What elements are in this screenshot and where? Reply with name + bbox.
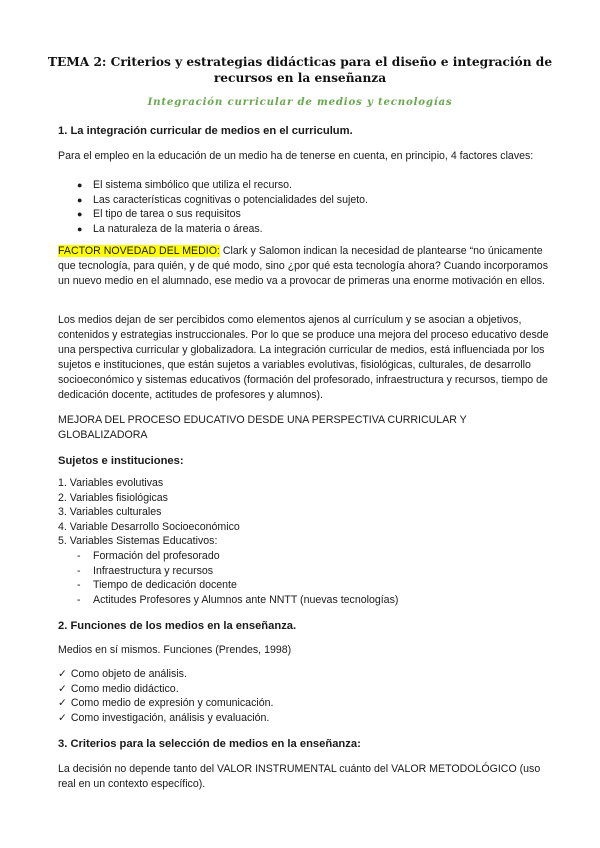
novelty-paragraph [58, 244, 558, 289]
novelty-text: Clark y Salomon indican la necesidad de plantearse “no únicamente que tecnología, para quién, y de qué modo, sino ¿por qué esta tecnología ahora? Cuando incorporamos un nuevo medio en el alumnado, ese medio va a provocar de primeras una enorme motivación en ellos. [58, 245, 548, 287]
checkmark-icon: ✓ [58, 697, 67, 710]
intro-paragraph: Para el empleo en la educación de un medio ha de tenerse en cuenta, en principio, 4 factores claves: [58, 150, 534, 162]
variables-list [58, 476, 558, 549]
list-item: - Infraestructura y recursos [58, 564, 558, 579]
list-item: 4. Variable Desarrollo Socioeconómico [58, 520, 240, 533]
checkmark-icon: ✓ [58, 682, 67, 695]
list-item: 5. Variables Sistemas Educativos: [58, 535, 218, 548]
list-item: ✓ Como objeto de análisis. [58, 668, 187, 680]
section-subtitle: Integración curricular de medios y tecnologías [147, 96, 453, 108]
heading-1: 1. La integración curricular de medios en el curriculum. [58, 125, 353, 137]
list-item: 3. Variables culturales [58, 506, 162, 519]
list-item: ● El tipo de tarea o sus requisitos [58, 207, 558, 222]
list-item: ✓ Como medio didáctico. [58, 682, 179, 695]
sub-variables-list [58, 549, 558, 607]
functions-intro: Medios en sí mismos. Funciones (Prendes, 1998) [58, 644, 292, 656]
list-item: 1. Variables evolutivas [58, 477, 164, 489]
factors-list [58, 178, 558, 236]
list-item: ✓ Como investigación, análisis y evaluación. [58, 711, 270, 724]
heading-3: 3. Criterios para la selección de medios en la enseñanza: [58, 738, 361, 750]
heading-2: 2. Funciones de los medios en la enseñanza. [58, 620, 297, 632]
improvement-heading: MEJORA DEL PROCESO EDUCATIVO DESDE UNA PERSPECTIVA CURRICULAR Y GLOBALIZADORA [58, 414, 467, 441]
list-item: - Tiempo de dedicación docente [58, 578, 558, 593]
checkmark-icon: ✓ [58, 668, 67, 680]
document-title: TEMA 2: Criterios y estrategias didácticas para el diseño e integración de recursos en la enseñanza [47, 55, 553, 85]
media-paragraph: Los medios dejan de ser percibidos como elementos ajenos al currículum y se asocian a objetivos, contenidos y estrategias instruccionales. Por lo que se produce una mejora del proceso educativo desde una perspectiva curricular y globalizadora. La integración curricular de medios, está influenciada por los sujetos e instituciones, que están sujetos a variables evolutivas, fisiológicas, culturales, de desarrollo socioeconómico y sistemas educativos (formación del profesorado, infraestructura y recursos, tiempo de dedicación docente, actitudes de profesores y alumnos). [58, 314, 549, 401]
list-item: ● La naturaleza de la materia o áreas. [58, 222, 558, 237]
list-item: - Actitudes Profesores y Alumnos ante NNTT (nuevas tecnologías) [58, 593, 558, 608]
criteria-paragraph: La decisión no depende tanto del VALOR INSTRUMENTAL cuánto del VALOR METODOLÓGICO (uso real en un contexto específico). [58, 763, 541, 790]
list-item: ● El sistema simbólico que utiliza el recurso. [58, 178, 558, 193]
list-item: - Formación del profesorado [58, 549, 558, 564]
heading-subjects: Sujetos e instituciones: [58, 455, 184, 467]
list-item: ✓ Como medio de expresión y comunicación. [58, 697, 274, 710]
functions-list [58, 667, 558, 725]
list-item: 2. Variables fisiológicas [58, 491, 168, 504]
checkmark-icon: ✓ [58, 711, 67, 724]
list-item: ● Las características cognitivas o potencialidades del sujeto. [58, 193, 558, 208]
highlighted-label: FACTOR NOVEDAD DEL MEDIO: [58, 245, 220, 257]
